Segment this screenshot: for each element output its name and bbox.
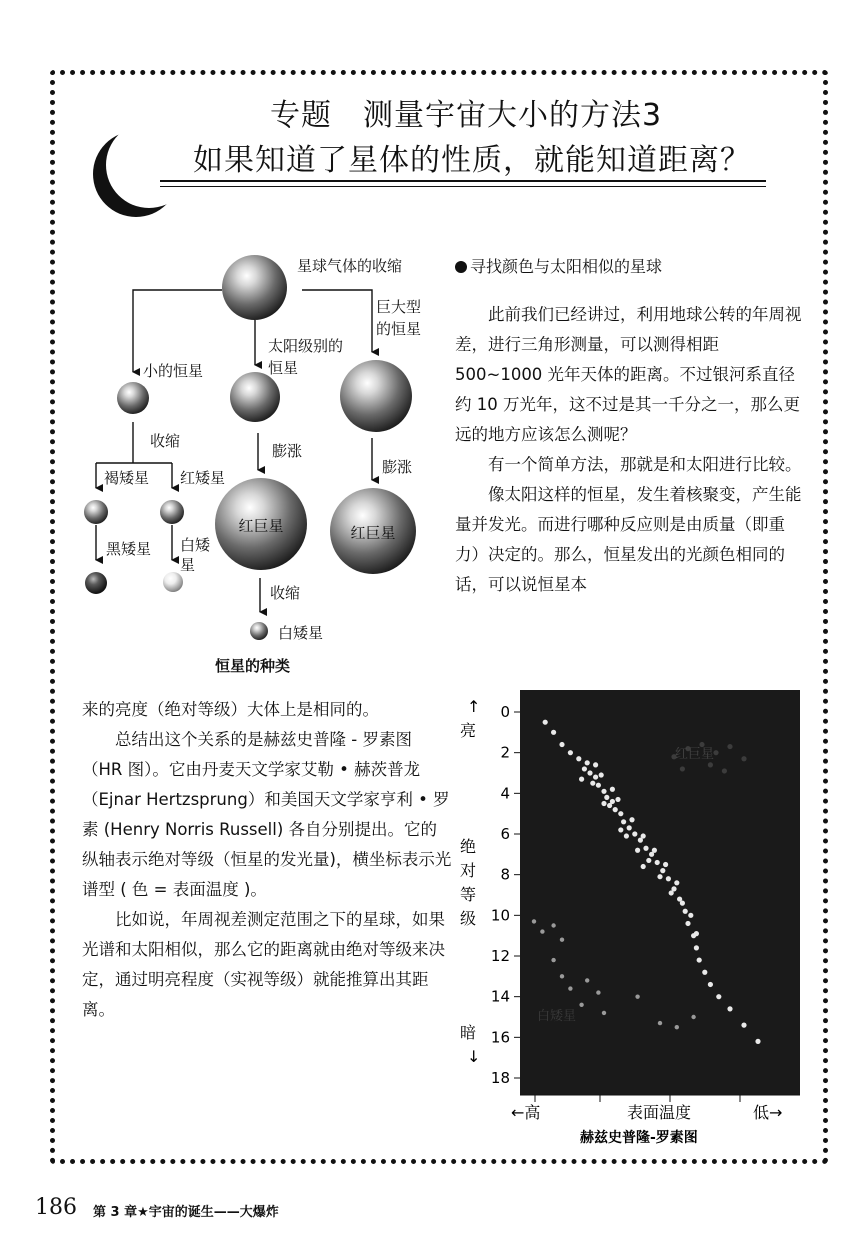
star-point-giants bbox=[741, 756, 746, 761]
y-tick-label: 12 bbox=[490, 947, 510, 965]
star-point-main-sequence bbox=[683, 909, 688, 914]
giant-star bbox=[340, 360, 412, 432]
label-expand-sun: 膨涨 bbox=[272, 442, 303, 460]
star-point-main-sequence bbox=[697, 957, 702, 962]
y-axis-label-char: 级 bbox=[460, 909, 477, 928]
label-brown-dwarf: 褐矮星 bbox=[104, 469, 150, 487]
x-left-label: ←高 bbox=[511, 1103, 541, 1122]
white-dwarf-star bbox=[250, 622, 268, 640]
star-point-main-sequence bbox=[607, 803, 612, 808]
hr-diagram-chart bbox=[455, 690, 805, 1150]
star-point-main-sequence bbox=[593, 762, 598, 767]
star-point-main-sequence bbox=[576, 756, 581, 761]
star-point-giants bbox=[722, 768, 727, 773]
y-tick-label: 14 bbox=[490, 987, 510, 1006]
y-top-label: 亮 bbox=[460, 721, 477, 740]
star-point-main-sequence bbox=[613, 807, 618, 812]
section-heading-text: 寻找颜色与太阳相似的星球 bbox=[470, 257, 663, 276]
star-point-main-sequence bbox=[610, 787, 615, 792]
star-point-main-sequence bbox=[755, 1039, 760, 1044]
paragraph: 比如说，年周视差测定范围之下的星球，如果光谱和太阳相似，那么它的距离就由绝对等级来决定，通过明亮程度（实视等级）就能推算出其距离。 bbox=[82, 910, 445, 1019]
star-point-main-sequence bbox=[663, 862, 668, 867]
diagram-caption: 恒星的种类 bbox=[215, 657, 291, 675]
red-dwarf-star bbox=[160, 500, 184, 524]
star-point-main-sequence bbox=[716, 994, 721, 999]
star-point-main-sequence bbox=[618, 827, 623, 832]
small-star bbox=[117, 382, 149, 414]
red-giant-label: 红巨星 bbox=[350, 524, 396, 543]
star-point-main-sequence bbox=[624, 833, 629, 838]
star-point-main-sequence bbox=[604, 795, 609, 800]
star-point-white-dwarfs bbox=[585, 978, 589, 982]
star-point-giants bbox=[680, 766, 685, 771]
star-point-main-sequence bbox=[666, 876, 671, 881]
label-red-dwarf: 红矮星 bbox=[180, 469, 226, 487]
star-point-white-dwarfs bbox=[635, 994, 639, 998]
label-contract-small: 收缩 bbox=[150, 432, 181, 450]
star-point-main-sequence bbox=[590, 781, 595, 786]
article-left-column bbox=[82, 695, 452, 1025]
star-point-main-sequence bbox=[632, 831, 637, 836]
star-point-giants bbox=[713, 750, 718, 755]
star-point-main-sequence bbox=[543, 720, 548, 725]
red-giant-star-large-branch bbox=[330, 488, 416, 574]
y-tick-label: 18 bbox=[490, 1069, 510, 1087]
y-ticks bbox=[491, 703, 520, 1087]
contracting-gas-star bbox=[222, 255, 287, 320]
label-expand-giant: 膨涨 bbox=[382, 458, 413, 476]
region-label-white-dwarfs: 白矮星 bbox=[537, 1009, 577, 1024]
star-point-main-sequence bbox=[660, 868, 665, 873]
label-contract-sun: 收缩 bbox=[270, 584, 301, 602]
star-point-main-sequence bbox=[680, 901, 685, 906]
y-top-arrow: ↑ bbox=[467, 697, 481, 716]
label-gas-contraction: 星球气体的收缩 bbox=[297, 257, 403, 275]
star-point-main-sequence bbox=[643, 846, 648, 851]
red-giant-star-small-branch bbox=[215, 478, 307, 570]
y-bottom-arrow: ↓ bbox=[467, 1047, 481, 1066]
chart-title: 赫兹史普隆-罗素图 bbox=[580, 1130, 698, 1146]
star-point-white-dwarfs bbox=[551, 958, 555, 962]
chapter-footer: 第 3 章★宇宙的诞生——大爆炸 bbox=[93, 1205, 279, 1220]
star-point-main-sequence bbox=[551, 730, 556, 735]
star-point-white-dwarfs bbox=[532, 919, 536, 923]
paragraph: 像太阳这样的恒星，发生着核聚变，产生能量并发光。而进行哪种反应则是由质量（即重力）决定的。那么，恒星发出的光颜色相同的话，可以说恒星本 bbox=[455, 485, 802, 594]
y-tick-label: 2 bbox=[500, 743, 510, 762]
star-point-main-sequence bbox=[657, 874, 662, 879]
paragraph: 有一个简单方法，那就是和太阳进行比较。 bbox=[488, 455, 802, 474]
y-axis-label bbox=[460, 837, 476, 928]
bullet-icon bbox=[455, 261, 467, 273]
paragraph: 总结出这个关系的是赫兹史普隆 - 罗素图（HR 图）。它由丹麦天文学家艾勒 • 赫茨普龙（Ejnar Hertzsprung）和美国天文学家亨利 • 罗素 (Henry Norris Russell) 各自分别提出。它的纵轴表示绝对等级（恒星的发光量)，横坐标表示光谱型 ( 色 = 表面温度 )。 bbox=[82, 730, 452, 899]
label-sun-class-star: 太阳级别的恒星 bbox=[268, 337, 344, 377]
star-point-main-sequence bbox=[727, 1006, 732, 1011]
section-heading bbox=[455, 254, 662, 277]
paragraph: 此前我们已经讲过，利用地球公转的年周视差，进行三角形测量，可以测得相距 500~1000 光年天体的距离。不过银河系直径约 10 万光年，这不过是其一千分之一，那么更远的地方应该怎么测呢？ bbox=[455, 305, 802, 444]
paragraph: 来的亮度（绝对等级）大体上是相同的。 bbox=[82, 700, 379, 719]
star-point-main-sequence bbox=[652, 848, 657, 853]
page-title-line2: 如果知道了星体的性质，就能知道距离？ bbox=[193, 143, 751, 178]
article-right-column bbox=[455, 300, 805, 600]
star-point-main-sequence bbox=[568, 750, 573, 755]
label-black-dwarf: 黑矮星 bbox=[106, 540, 152, 558]
star-point-white-dwarfs bbox=[602, 1011, 606, 1015]
star-point-main-sequence bbox=[615, 797, 620, 802]
star-point-white-dwarfs bbox=[560, 938, 564, 942]
star-point-main-sequence bbox=[601, 801, 606, 806]
star-point-giants bbox=[727, 744, 732, 749]
black-dwarf-star bbox=[85, 572, 107, 594]
page-number: 186 bbox=[35, 1195, 77, 1220]
star-point-main-sequence bbox=[596, 783, 601, 788]
star-point-main-sequence bbox=[585, 760, 590, 765]
star-point-main-sequence bbox=[655, 860, 660, 865]
star-point-white-dwarfs bbox=[658, 1021, 662, 1025]
star-point-main-sequence bbox=[587, 770, 592, 775]
y-tick-label: 6 bbox=[500, 825, 510, 843]
star-point-main-sequence bbox=[741, 1023, 746, 1028]
x-right-label: 低→ bbox=[753, 1103, 783, 1122]
y-tick-label: 0 bbox=[500, 703, 510, 721]
y-tick-label: 16 bbox=[490, 1028, 510, 1047]
star-point-main-sequence bbox=[641, 864, 646, 869]
page-title-line1: 专题 测量宇宙大小的方法3 bbox=[270, 98, 663, 133]
star-point-white-dwarfs bbox=[675, 1025, 679, 1029]
star-point-white-dwarfs bbox=[568, 986, 572, 990]
star-point-main-sequence bbox=[593, 774, 598, 779]
red-giant-label: 红巨星 bbox=[238, 516, 284, 535]
star-point-main-sequence bbox=[579, 777, 584, 782]
star-point-main-sequence bbox=[621, 819, 626, 824]
star-point-main-sequence bbox=[641, 833, 646, 838]
star-point-giants bbox=[708, 762, 713, 767]
x-axis-label: 表面温度 bbox=[627, 1103, 692, 1122]
y-axis-label-char: 绝 bbox=[460, 837, 477, 856]
star-point-main-sequence bbox=[694, 945, 699, 950]
label-white-dwarf: 白矮星 bbox=[278, 624, 324, 642]
label-white-dwarf-branch: 白矮星 bbox=[180, 536, 211, 574]
white-dwarf-star-small bbox=[163, 572, 183, 592]
star-point-main-sequence bbox=[674, 880, 679, 885]
star-point-main-sequence bbox=[629, 817, 634, 822]
star-point-white-dwarfs bbox=[551, 923, 555, 927]
star-point-white-dwarfs bbox=[579, 1003, 583, 1007]
label-small-star: 小的恒星 bbox=[143, 362, 204, 380]
star-point-white-dwarfs bbox=[540, 929, 544, 933]
brown-dwarf-star bbox=[84, 500, 108, 524]
star-point-main-sequence bbox=[694, 931, 699, 936]
y-tick-label: 4 bbox=[500, 784, 510, 803]
star-point-main-sequence bbox=[599, 772, 604, 777]
y-tick-label: 8 bbox=[500, 865, 510, 884]
region-label-giants: 红巨星 bbox=[675, 747, 715, 762]
y-axis-label-char: 等 bbox=[460, 885, 477, 904]
star-point-main-sequence bbox=[582, 766, 587, 771]
star-point-main-sequence bbox=[669, 890, 674, 895]
star-point-main-sequence bbox=[688, 913, 693, 918]
star-point-main-sequence bbox=[559, 742, 564, 747]
star-point-main-sequence bbox=[601, 789, 606, 794]
star-point-main-sequence bbox=[708, 982, 713, 987]
plot-area bbox=[520, 690, 800, 1095]
star-point-white-dwarfs bbox=[691, 1015, 695, 1019]
y-axis-label-char: 对 bbox=[460, 861, 477, 880]
y-bottom-label: 暗 bbox=[460, 1023, 477, 1042]
star-point-white-dwarfs bbox=[596, 990, 600, 994]
star-point-main-sequence bbox=[685, 921, 690, 926]
star-point-white-dwarfs bbox=[560, 974, 564, 978]
star-point-main-sequence bbox=[646, 858, 651, 863]
label-giant-star: 巨大型的恒星 bbox=[376, 298, 422, 338]
y-tick-label: 10 bbox=[490, 906, 510, 925]
star-point-main-sequence bbox=[635, 848, 640, 853]
sun-class-star bbox=[230, 372, 280, 422]
star-point-main-sequence bbox=[627, 825, 632, 830]
star-point-main-sequence bbox=[618, 811, 623, 816]
star-point-main-sequence bbox=[702, 970, 707, 975]
